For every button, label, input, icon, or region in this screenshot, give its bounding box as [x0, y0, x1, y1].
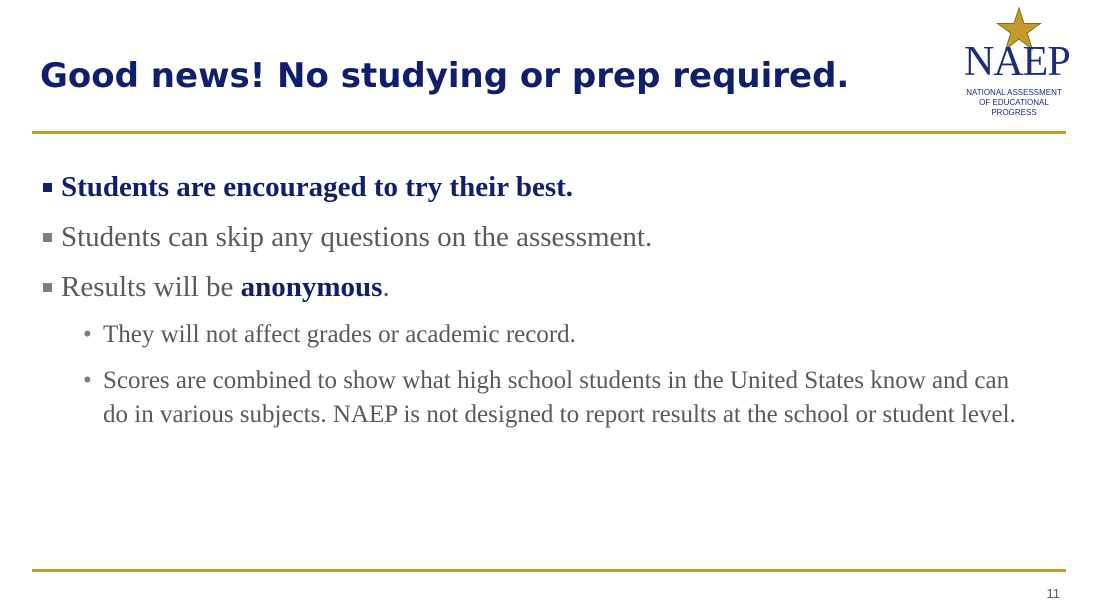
sub-bullet-text: Scores are combined to show what high school students in the United States know and can do in various subjects. NAEP is not designed to report results at the school or student level. — [103, 367, 1016, 428]
square-bullet-icon — [43, 283, 52, 292]
title-divider — [32, 131, 1066, 134]
bullet-item — [40, 218, 1050, 256]
slide-title: Good news! No studying or prep required. — [40, 56, 850, 96]
square-bullet-icon — [43, 183, 52, 192]
bullet-item — [40, 268, 1050, 306]
sub-bullet-text: They will not affect grades or academic record. — [103, 321, 576, 348]
naep-logo — [958, 6, 1070, 122]
sub-bullet-item — [83, 364, 1033, 432]
logo-subtitle-line: PROGRESS — [991, 108, 1037, 117]
bullet-text: Students are encouraged to try their best. — [61, 171, 574, 203]
slide-body — [40, 168, 1050, 444]
logo-subtitle-line: OF EDUCATIONAL — [979, 98, 1049, 107]
dot-bullet-icon: • — [83, 367, 92, 394]
page-number: 11 — [1046, 586, 1060, 601]
bullet-item — [40, 168, 1050, 206]
logo-subtitle-line: NATIONAL ASSESSMENT — [966, 88, 1062, 97]
logo-subtitle — [958, 88, 1070, 118]
footer-divider — [32, 569, 1066, 572]
bullet-text-prefix: Results will be — [61, 271, 241, 303]
bullet-text-suffix: . — [382, 271, 390, 303]
bullet-emphasis: anonymous — [240, 271, 383, 303]
bullet-text: Students can skip any questions on the assessment. — [61, 221, 653, 253]
dot-bullet-icon: • — [83, 321, 92, 348]
square-bullet-icon — [43, 233, 52, 242]
sub-bullet-item — [83, 318, 1033, 352]
logo-wordmark: NAEP — [964, 39, 1070, 85]
